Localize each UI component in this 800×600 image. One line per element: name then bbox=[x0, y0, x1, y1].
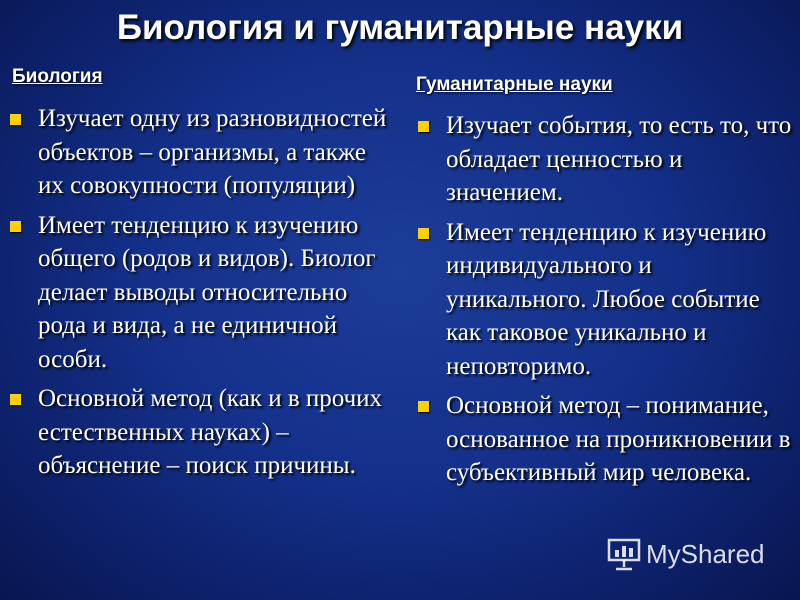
slide-title: Биология и гуманитарные науки bbox=[116, 8, 684, 47]
list-item-text: Основной метод – понимание, основанное на проникновении в субъективный мир человека. bbox=[446, 392, 791, 486]
bullet-icon bbox=[418, 401, 429, 412]
list-item-text: Основной метод (как и в прочих естественных науках) – объяснение – поиск причины. bbox=[38, 385, 383, 479]
list-item bbox=[416, 109, 796, 210]
bullet-icon bbox=[418, 228, 429, 239]
list-item bbox=[416, 216, 796, 384]
watermark-text: MyShared bbox=[646, 538, 765, 569]
left-column-list bbox=[8, 102, 392, 489]
list-item bbox=[8, 382, 392, 483]
list-item-text: Изучает одну из разновидностей объектов – организмы, а также их совокупности (популяции) bbox=[38, 105, 387, 199]
bullet-icon bbox=[10, 394, 21, 405]
list-item bbox=[8, 209, 392, 377]
list-item-text: Имеет тенденцию к изучению индивидуального и уникального. Любое событие как таковое уникально и неповторимо. bbox=[446, 218, 767, 380]
list-item-text: Имеет тенденцию к изучению общего (родов и видов). Биолог делает выводы относительно рода и вида, а не единичной особи. bbox=[38, 211, 376, 373]
left-column-heading: Биология bbox=[12, 66, 103, 87]
bullet-icon bbox=[10, 114, 21, 125]
list-item bbox=[416, 389, 796, 490]
list-item bbox=[8, 102, 392, 203]
bullet-icon bbox=[10, 221, 21, 232]
list-item-text: Изучает события, то есть то, что обладает ценностью и значением. bbox=[446, 112, 792, 206]
watermark bbox=[606, 536, 765, 572]
right-column-heading: Гуманитарные науки bbox=[416, 74, 613, 95]
right-column-list bbox=[416, 109, 796, 496]
bullet-icon bbox=[418, 121, 429, 132]
presentation-icon bbox=[606, 536, 642, 572]
